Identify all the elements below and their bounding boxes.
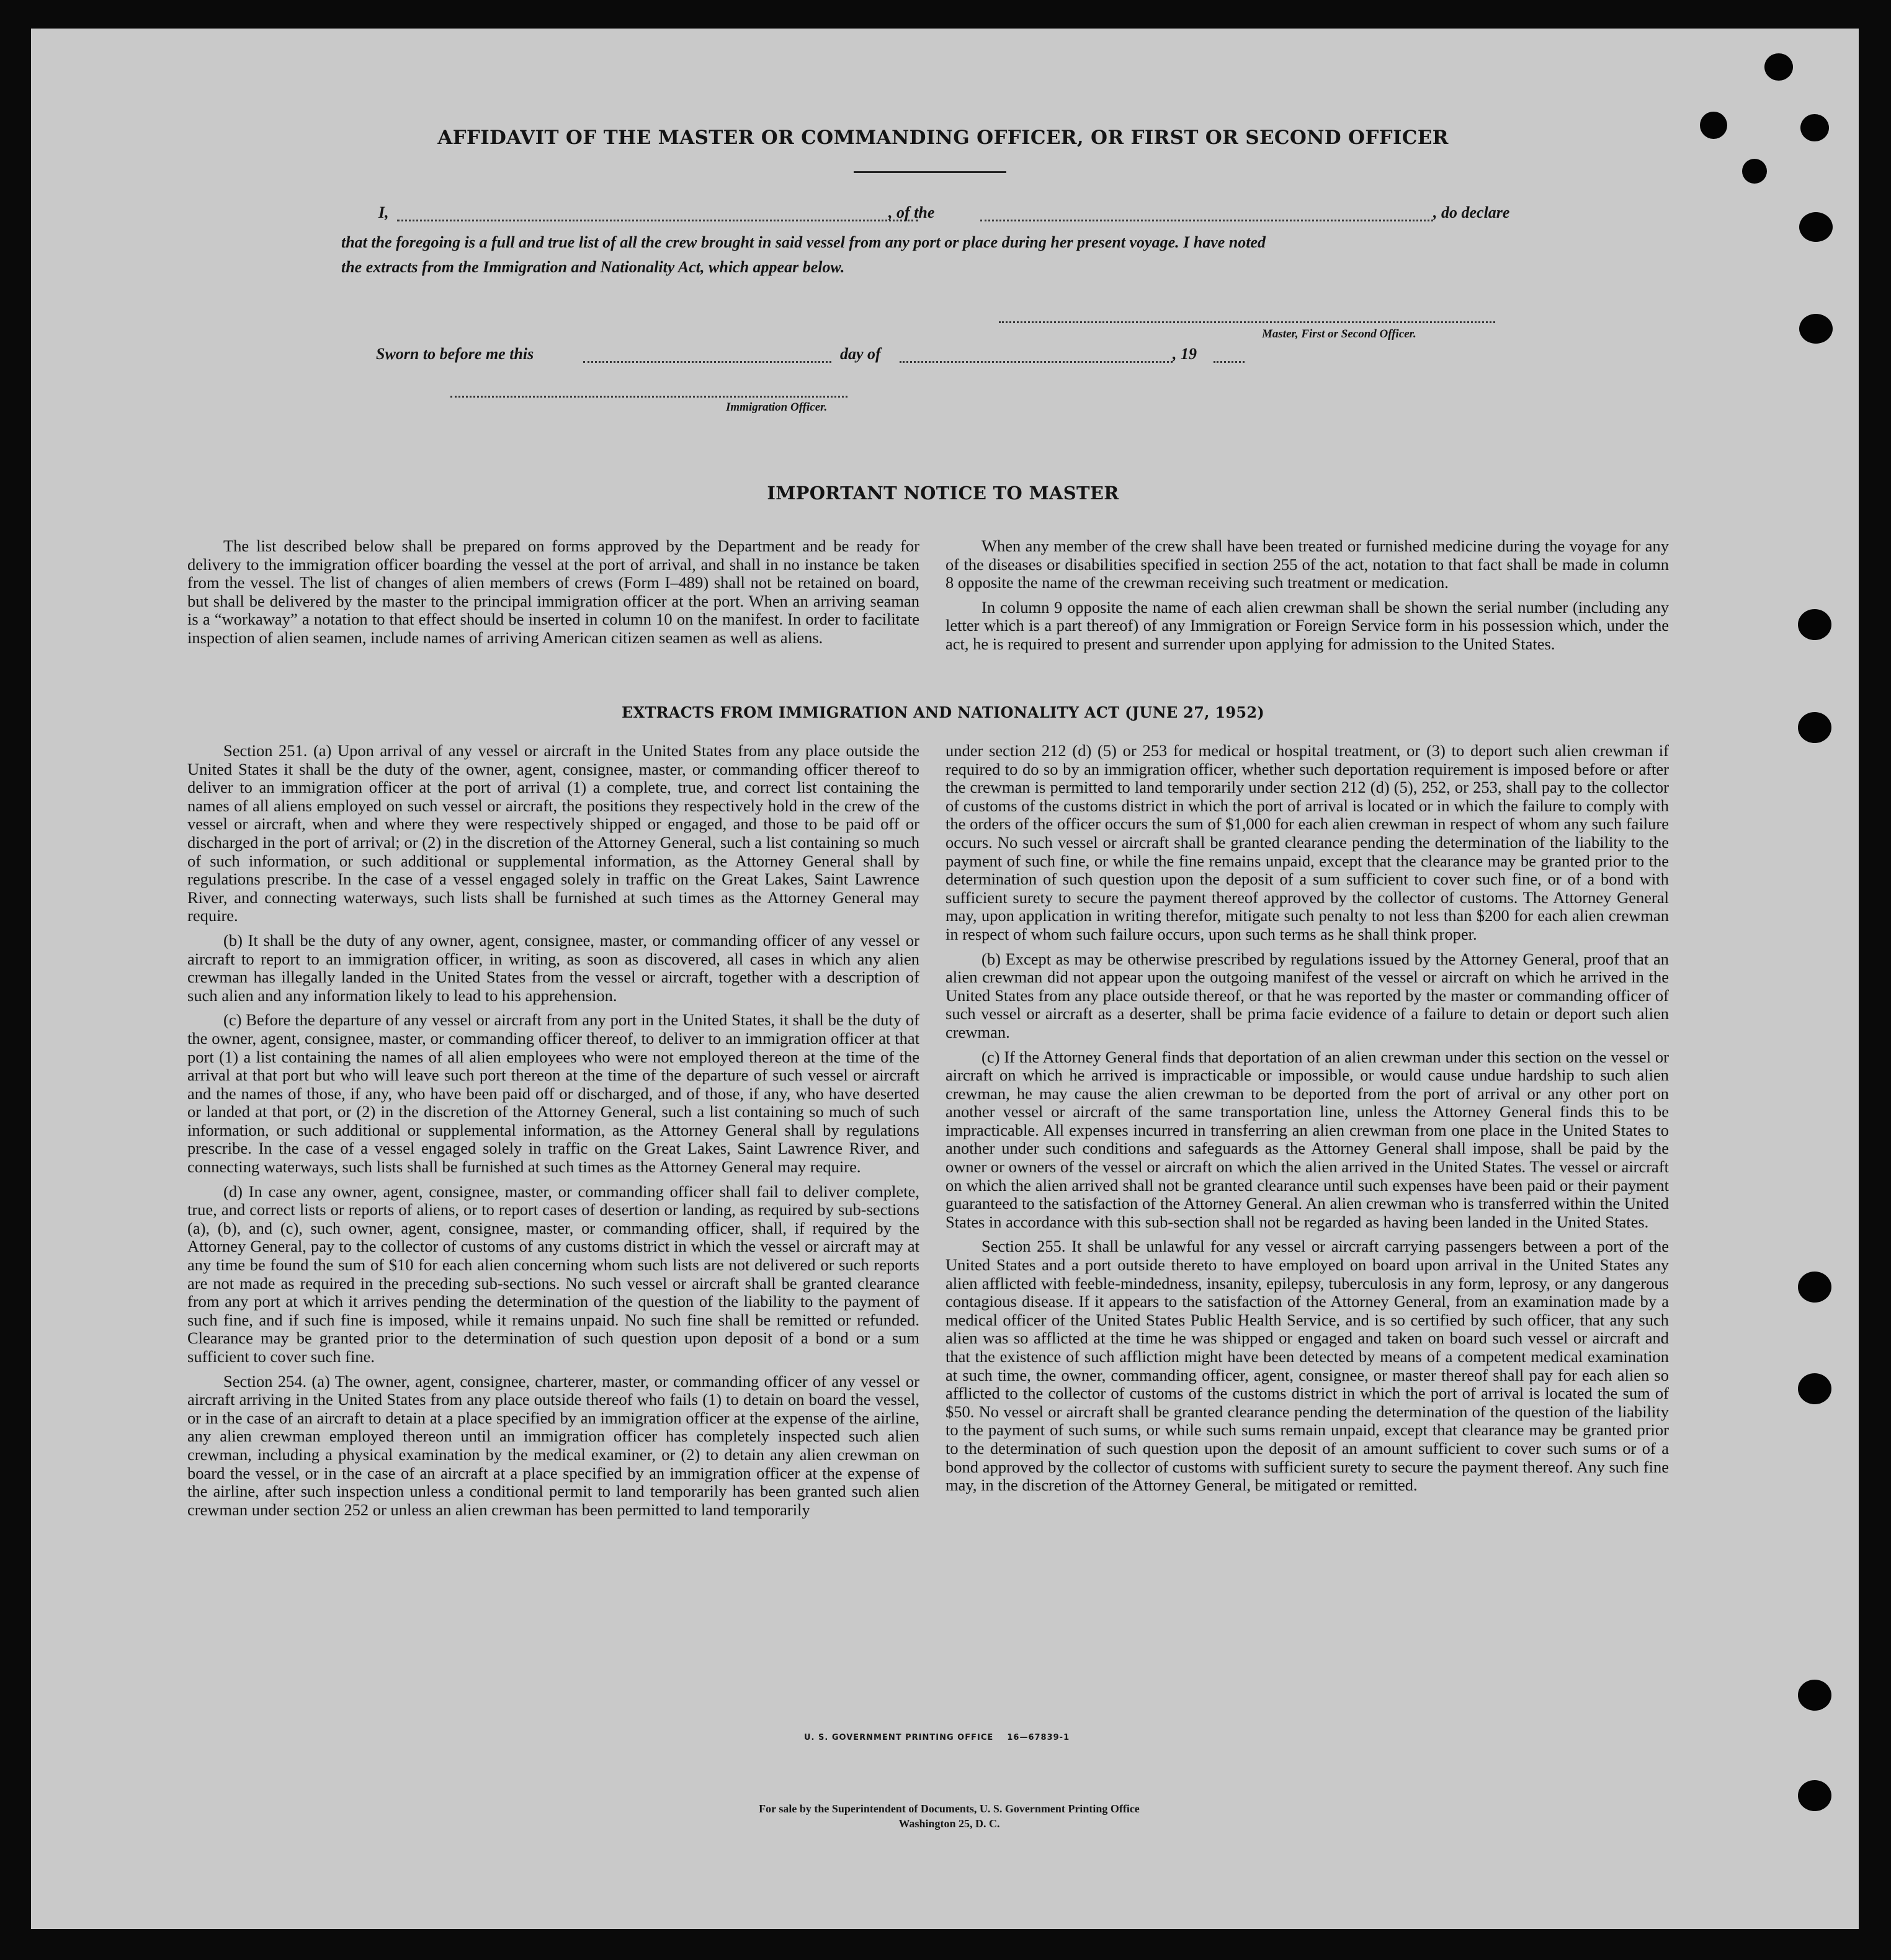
vessel-name-field[interactable] [980,220,1433,221]
declarant-prefix: I, [378,203,389,221]
sale-notice [589,1801,1309,1831]
extract-left-paragraph: (c) Before the departure of any vessel or aircraft from any port in the United States, it shall be the duty of the owner, agent, consignee, master, or commanding officer thereof, to deliver to an immigration officer at that port (1) a list containing the names of all alien employees who were not employed thereon at the time of the arrival at that port but who will leave such port thereon at the time of the departure of such vessel or aircraft and the names of those, if any, who have been paid off or discharged, and of those, if any, who have deserted or landed at that port, or (2) in the discretion of the Attorney General, such a list containing so much of such information, or such additional or supplemental information, as the Attorney General shall by regulations prescribe. In the case of a vessel engaged solely in traffic on the Great Lakes, Saint Lawrence River, and connecting waterways, such lists shall be furnished at such times as the Attorney General may require. [187,1010,919,1177]
title-rule [854,171,1006,173]
sworn-day-field[interactable] [583,361,831,363]
notice-left-column [187,537,919,654]
notice-title: IMPORTANT NOTICE TO MASTER [767,483,1119,504]
notice-right-paragraph-2: In column 9 opposite the name of each alien crewman shall be shown the serial number (including any letter which is a part thereof) of any Immigration or Foreign Service form in his possession which, under the act, he is required to present and surrender upon applying for admission to the United States. [946,597,1669,653]
extract-right-paragraph: under section 212 (d) (5) or 253 for medical or hospital treatment, or (3) to deport such alien crewman if required to do so by an immigration officer, whether such deportation requirement is imposed before or after the crewman is permitted to land temporarily under section 212 (d) (5), 252, or 253, shall pay to the collector of customs of the customs district in which the port of arrival is located or in which the failure to comply with the orders of the officer occurs the sum of $1,000 for each alien crewman in respect of whom any such failure occurs. No such vessel or aircraft shall be granted clearance pending the determination of the liability to the payment of such fine, or while the fine remains unpaid, except that the clearance may be granted prior to the determination of such question upon the deposit of a sum sufficient to cover such fine, or of a bond with sufficient surety to secure the payment thereof approved by the collector of customs. The Attorney General may, upon application in writing therefor, mitigate such penalty to not less than $200 for each alien crewman in respect of whom such failure occurs, upon such terms as he shall think proper. [946,741,1669,943]
extracts-right-column [946,742,1669,1501]
punch-hole [1764,53,1793,81]
punch-hole [1798,1373,1831,1404]
punch-hole [1798,1272,1831,1303]
notice-right-paragraph-1: When any member of the crew shall have been treated or furnished medicine during the voyage for any of the diseases or disabilities specified in section 255 of the act, notation to that fact shall be made in column 8 opposite the name of the crewman receiving such treatment or medication. [946,537,1669,592]
extracts-left-column [187,742,919,1525]
notice-right-column [946,537,1669,660]
sworn-prefix: Sworn to before me this [376,345,534,363]
extract-right-paragraph: (b) Except as may be otherwise prescribed by regulations issued by the Attorney General, proof that an alien crewman did not appear upon the outgoing manifest of the vessel or aircraft on which he arrived in the United States from any place outside thereof, or that he was reported by the master or commanding officer of such vessel or aircraft as a deserter, shall be prima facie evidence of a failure to detain or deport such alien crewman. [946,949,1669,1041]
printing-note: U. S. GOVERNMENT PRINTING OFFICE 16—67839-1 [804,1733,1070,1742]
declaration-line-2: that the foregoing is a full and true list of all the crew brought in said vessel from any port or place during her present voyage. I have noted [341,233,1266,251]
immigration-officer-label: Immigration Officer. [726,401,828,414]
punch-hole [1798,1780,1831,1811]
master-signature-field[interactable] [999,321,1495,323]
punch-hole [1800,114,1829,141]
punch-hole [1798,609,1831,640]
punch-hole [1799,212,1833,242]
master-signature-label: Master, First or Second Officer. [1262,327,1416,341]
do-declare-text: , do declare [1433,203,1510,221]
notice-left-paragraph: The list described below shall be prepared on forms approved by the Department and be ready for delivery to the immigration officer boarding the vessel at the port of arrival, and shall in no instance be taken from the vessel. The list of changes of alien members of crews (Form I–489) shall not be retained on board, but shall be delivered by the master to the principal immigration officer at the port. When an arriving seaman is a “workaway” a notation to that effect should be inserted in column 10 on the manifest. In order to facilitate inspection of alien seamen, include names of arriving American citizen seamen as well as aliens. [187,537,919,647]
extract-left-paragraph: Section 254. (a) The owner, agent, consignee, charterer, master, or commanding officer of any vessel or aircraft arriving in the United States from any place outside thereof who fails (1) to detain on board the vessel, or in the case of an aircraft to detain at a place specified by an immigration officer at the expense of the airline, any alien crewman employed thereon until an immigration officer has completely inspected such alien crewman, including a physical examination by the medical examiner, or (2) to detain any alien crewman on board the vessel, or in the case of an aircraft at a place specified by an immigration officer at the expense of the airline, after such inspection unless a conditional permit to land temporarily has been granted such alien crewman under section 252 or unless an alien crewman has been permitted to land temporarily [187,1371,919,1519]
immigration-officer-signature-field[interactable] [450,396,847,398]
form-sheet [31,29,1859,1929]
extract-left-paragraph: (b) It shall be the duty of any owner, agent, consignee, master, or commanding officer of any vessel or aircraft to report to an immigration officer, in writing, as soon as discovered, all cases in which any alien crewman has illegally landed in the United States from the vessel or aircraft, together with a description of such alien and any information likely to lead to his apprehension. [187,930,919,1005]
extract-right-paragraph: Section 255. It shall be unlawful for any vessel or aircraft carrying passengers between a port of the United States and a port outside thereto to have employed on board upon arrival in the United States any alien afflicted with feeble-mindedness, insanity, epilepsy, tuberculosis in any form, leprosy, or any dangerous contagious disease. If it appears to the satisfaction of the Attorney General, from an examination made by a medical officer of the United States Public Health Service, and is so certified by such officer, that any such alien was so afflicted at the time he was shipped or engaged and taken on board such vessel or aircraft and that the existence of such affliction might have been detected by means of a competent medical examination at such time, the owner, commanding officer, agent, consignee, or master thereof shall pay for each alien so afflicted to the collector of customs of the customs district in which the port of arrival is located the sum of $50. No vessel or aircraft shall be granted clearance pending the determination of the question of the liability to the payment of such sums, or while such sums remain unpaid, except that clearance may be granted prior to the determination of such question upon the deposit of an amount sufficient to cover such sums or of a bond approved by the collector of customs with sufficient surety to secure the payment thereof. Any such fine may, in the discretion of the Attorney General, be mitigated or remitted. [946,1237,1669,1495]
extract-left-paragraph: Section 251. (a) Upon arrival of any vessel or aircraft in the United States from any place outside the United States it shall be the duty of the owner, agent, consignee, master, or commanding officer thereof to deliver to an immigration officer at the port of arrival (1) a complete, true, and correct list containing the names of all aliens employed on such vessel or aircraft, the positions they respectively hold in the crew of the vessel or aircraft, when and where they were respectively shipped or engaged, and those to be paid off or discharged in the port of arrival; or (2) in the discretion of the Attorney General, such a list containing so much of such information, or such additional or supplemental information, as the Attorney General shall by regulations prescribe. In the case of a vessel engaged solely in traffic on the Great Lakes, Saint Lawrence River, and connecting waterways, such lists shall be furnished at such times as the Attorney General may require. [187,741,919,925]
sworn-month-field[interactable] [900,361,1173,363]
declarant-name-field[interactable] [397,220,918,221]
punch-hole [1798,712,1831,743]
sale-line-2: Washington 25, D. C. [898,1817,1000,1830]
sworn-year-field[interactable] [1214,361,1245,363]
affidavit-title: AFFIDAVIT OF THE MASTER OR COMMANDING OFFICER, OR FIRST OR SECOND OFFICER [437,127,1449,149]
punch-hole [1798,1680,1831,1711]
extract-right-paragraph: (c) If the Attorney General finds that deportation of an alien crewman under this section on the vessel or aircraft on which he arrived is impracticable or impossible, or would cause undue hardship to such alien crewman, he may cause the alien crewman to be deported from the port of arrival or any other port on another vessel or aircraft of the same transportation line, unless the Attorney General finds this to be impracticable. All expenses incurred in transferring an alien crewman from one place in the United States to another under such conditions and safeguards as the Attorney General shall impose, shall be paid by the owner or owners of the vessel or aircraft on which the alien arrived in the United States. The vessel or aircraft on which the alien arrived shall not be granted clearance until such expenses have been paid or their payment guaranteed to the satisfaction of the Attorney General. An alien crewman who is transferred within the United States in accordance with this sub-section shall not be regarded as having been landed in the United States. [946,1047,1669,1231]
punch-hole [1799,314,1833,344]
declaration-line-3: the extracts from the Immigration and Nationality Act, which appear below. [341,258,845,276]
extract-left-paragraph: (d) In case any owner, agent, consignee, master, or commanding officer shall fail to deliver complete, true, and correct lists or reports of aliens, or to report cases of desertion or landing, as required by sub-sections (a), (b), and (c), such owner, agent, consignee, master, or commanding officer, shall, if required by the Attorney General, pay to the collector of customs of any customs district in which the vessel or aircraft may at any time be found the sum of $10 for each alien concerning whom such lists are not delivered or such reports are not made as required in the preceding sub-sections. No such vessel or aircraft shall be granted clearance from any port at which it arrives pending the determination of the question of the liability to the payment of such fine, and if such fine is imposed, while it remains unpaid. No such fine shall be remitted or refunded. Clearance may be granted prior to the determination of such question upon deposit of a bond or a sum sufficient to cover such fine. [187,1182,919,1366]
sworn-day-of: day of [840,345,881,363]
sworn-year-prefix: , 19 [1173,345,1197,363]
punch-hole [1700,112,1727,139]
vessel-of-the: , of the [888,203,935,221]
sale-line-1: For sale by the Superintendent of Documents, U. S. Government Printing Office [759,1802,1140,1815]
extracts-title: EXTRACTS FROM IMMIGRATION AND NATIONALITY ACT (JUNE 27, 1952) [621,703,1265,721]
punch-hole [1742,159,1767,184]
